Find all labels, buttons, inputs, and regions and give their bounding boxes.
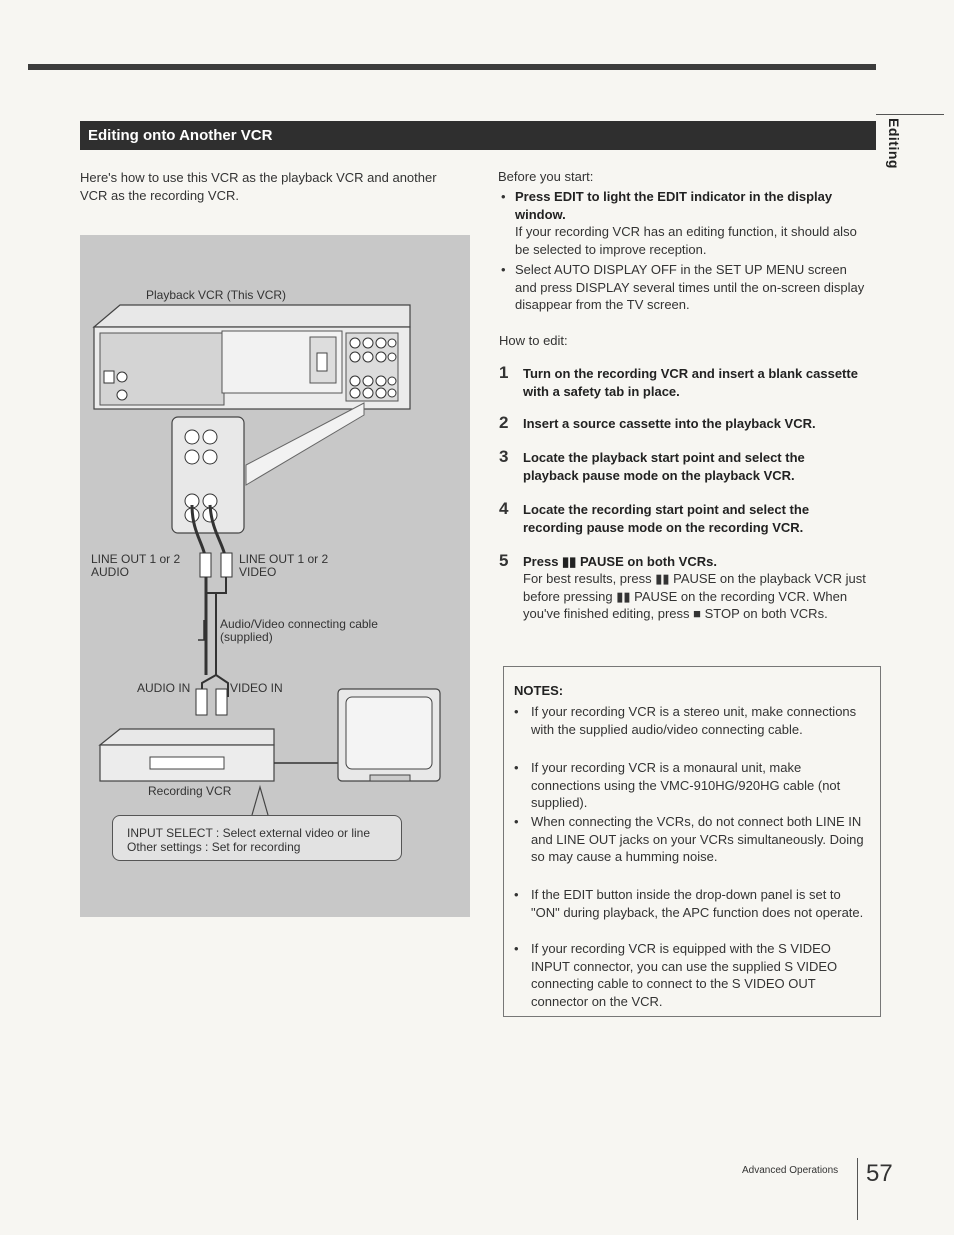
section-side-tab: Editing xyxy=(886,118,902,169)
other-settings-text: Other settings : Set for recording xyxy=(127,840,301,854)
playback-vcr-label: Playback VCR (This VCR) xyxy=(146,288,287,302)
top-rule xyxy=(28,64,876,70)
video-in-label: VIDEO IN xyxy=(230,681,283,695)
recording-vcr-illustration xyxy=(100,729,342,781)
tv-illustration xyxy=(338,689,440,781)
line-out-video-label: LINE OUT 1 or 2 VIDEO xyxy=(239,552,329,579)
playback-vcr-illustration xyxy=(94,305,410,409)
line-out-audio-label: LINE OUT 1 or 2 AUDIO xyxy=(91,552,181,579)
bullet-icon: • xyxy=(514,814,519,829)
footer-rule xyxy=(857,1158,858,1220)
bullet-icon: • xyxy=(501,189,506,204)
bullet-icon: • xyxy=(514,704,519,719)
cable-label: Audio/Video connecting cable (supplied) xyxy=(220,617,378,644)
howto-heading: How to edit: xyxy=(499,333,568,348)
footer-section-label: Advanced Operations xyxy=(742,1165,839,1176)
before-heading: Before you start: xyxy=(498,169,594,184)
input-select-text: INPUT SELECT : Select external video or line xyxy=(127,826,370,840)
bullet-icon: • xyxy=(514,941,519,956)
recording-settings-box xyxy=(112,815,402,861)
notes-title: NOTES: xyxy=(514,683,564,698)
audio-in-label: AUDIO IN xyxy=(137,681,191,695)
bullet-icon: • xyxy=(514,887,519,902)
recording-vcr-label: Recording VCR xyxy=(148,784,232,798)
bullet-icon: • xyxy=(514,760,519,775)
bullet-icon: • xyxy=(501,262,506,277)
intro-text: Here's how to use this VCR as the playback VCR and another VCR as the recording VCR. xyxy=(80,170,437,203)
side-rule xyxy=(876,114,944,115)
page-number: 57 xyxy=(866,1160,893,1187)
notes-box: NOTES: • If your recording VCR is a stereo unit, make connections with the supplied audio/video connecting cable. • If your recording VCR is a monaural unit, make connections using the VMC-910HG/920HG cable (not supplied). • When connecting the VCRs, do not connect both LINE IN and LINE OUT jacks on your VCRs simultaneously. Doing so may cause a humming noise. • If the EDIT button inside the drop-down panel is set to "ON" during playback, the APC function does not operate. • If your recording VCR is equipped with the S VIDEO INPUT connector, you can use the supplied S VIDEO connecting cable to connect to the S VIDEO OUT connector on the VCR. xyxy=(503,666,881,1017)
connection-diagram xyxy=(80,235,470,917)
section-title: Editing onto Another VCR xyxy=(88,127,273,144)
